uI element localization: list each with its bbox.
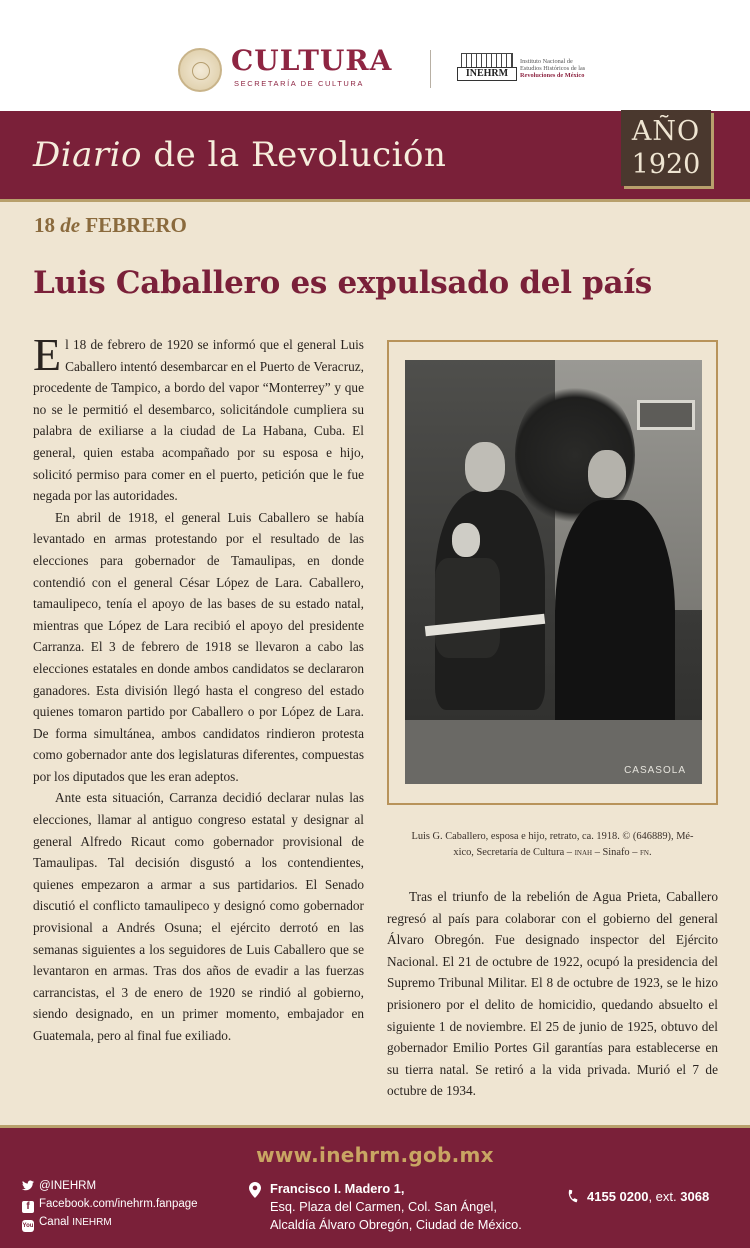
address-line-3: Alcaldía Álvaro Obregón, Ciudad de México. [270, 1217, 522, 1232]
date-de: de [60, 213, 81, 237]
inehrm-line-2: Estudios Históricos de las [520, 65, 586, 72]
inehrm-logo [457, 53, 517, 83]
facebook-link[interactable] [22, 1198, 198, 1213]
dropcap: E [33, 329, 62, 380]
website-link[interactable]: www.inehrm.gob.mx [256, 1143, 494, 1167]
caption-text-b: – Sinafo – [592, 847, 641, 858]
inehrm-line-1: Instituto Nacional de [520, 58, 573, 65]
youtube-prefix: Canal [39, 1216, 73, 1228]
phone-number[interactable] [587, 1189, 709, 1204]
article-headline: Luis Caballero es expulsado del país [33, 265, 652, 301]
caption-line-1: Luis G. Caballero, esposa e hijo, retrato, ca. 1918. © (646889), Mé- [411, 831, 694, 842]
family-portrait-photo [405, 360, 702, 784]
caption-line-2 [387, 845, 718, 861]
youtube-channel: INEHRM [72, 1217, 112, 1228]
cultura-logo-title: CULTURA [231, 44, 393, 77]
banner-gold-line [0, 199, 750, 202]
cultura-logo-subtitle: SECRETARÍA DE CULTURA [234, 79, 365, 88]
article-paragraph-1-text: l 18 de febrero de 1920 se informó que el general Luis Caballero intentó desembarcar en el Puerto de Veracruz, procedente de Tampico, a bordo del vapor “Monterrey” y que no se le permitió el desembarco, solicitándole cumpliera su palabra de exiliarse a la ciudad de La Habana, Cuba. El general, quien estaba acompañado por su esposa e hijo, solicitó permiso para comer en el puerto, petición que le fue negada por las autoridades. [33, 337, 364, 504]
year-badge [621, 110, 711, 186]
address [270, 1180, 522, 1234]
phone-ext: 3068 [680, 1189, 710, 1204]
date-day: 18 [34, 213, 55, 237]
facebook-icon: f [22, 1201, 34, 1213]
photo-frame [387, 340, 718, 805]
twitter-link[interactable] [22, 1180, 96, 1192]
photo-caption [387, 829, 718, 861]
phone-ext-label: , ext. [648, 1189, 681, 1204]
article-right-column [387, 886, 718, 1102]
twitter-handle: @INEHRM [39, 1180, 97, 1192]
phone-main: 4155 0200 [587, 1189, 649, 1204]
youtube-link[interactable] [22, 1216, 112, 1232]
phone-icon [566, 1189, 580, 1203]
banner-title-italic: Diario [33, 135, 143, 175]
inehrm-line-3: Revoluciones de México [520, 72, 585, 79]
photo-woman-head [588, 450, 626, 498]
article-paragraph-2: En abril de 1918, el general Luis Caballero se había levantado en armas protestando por el resultado de las elecciones para gobernador de Tamaulipas, en donde contendió con el general César López de Lara. Caballero, tamaulipeco, tenía el apoyo de las bases de su estado natal, mientras que López de Lara recibió el apoyo del presidente Carranza. El 3 de febrero de 1918 se llevaron a cabo las elecciones estatales en donde ambos candidatos se declararon ganadores. Esta división llegó hasta el congreso del estado quienes tomaron partido por Caballero o por López de Lara. De forma simultánea, ambos candidatos rindieron protesta como gobernador ante dos legislaturas diferentes, compuestas por los diputados que les eran adeptos. [33, 509, 364, 784]
caption-end: . [648, 847, 652, 858]
photo-boy-figure [435, 558, 500, 658]
building-icon [461, 53, 513, 67]
twitter-icon [22, 1180, 34, 1192]
photo-stamp: CASASOLA [624, 765, 686, 776]
article-left-column [33, 329, 364, 1047]
year-number: 1920 [631, 149, 701, 180]
youtube-icon: You [22, 1220, 34, 1232]
facebook-url: Facebook.com/inehrm.fanpage [39, 1198, 198, 1210]
photo-wall-picture [637, 400, 695, 430]
article-paragraph-3: Ante esta situación, Carranza decidió declarar nulas las elecciones, llamar al antiguo congreso estatal y designar al general Alfredo Ricaut como gobernador provisional de Tamaulipas. Tal decisión disgustó a los contendientes, quienes empezaron a armar a sus partidarios. El Senado discutió el conflicto tamaulipeco y designó como gobernador provisional a Andrés Osuna; el ejército derrotó en las semanas siguientes a los seguidores de Luis Caballero que se levantaron en armas. Tras dos años de evadir a las fuerzas carrancistas, el 3 de enero de 1920 se rindió al gobierno, siendo designado, en un primer momento, embajador en Guatemala, pero al final fue exiliado. [33, 790, 364, 1043]
inehrm-full-name [520, 58, 600, 79]
caption-fn: fn [640, 847, 649, 858]
header-divider [430, 50, 431, 88]
date-month: FEBRERO [85, 213, 187, 237]
photo-man-head [465, 442, 505, 492]
banner-title-rest: de la Revolución [142, 135, 447, 175]
article-paragraph-4: Tras el triunfo de la rebelión de Agua Prieta, Caballero regresó al país para colaborar con el gobierno del general Álvaro Obregón. Fue designado inspector del Ejército Nacional. El 21 de octubre de 1922, ocupó la presidencia del Supremo Tribunal Militar. El 8 de octubre de 1923, se le hizo prisionero por el delito de homicidio, quedando absuelto el siguiente 1 de noviembre. El 25 de junio de 1925, obtuvo del gobernador Emilio Portes Gil garantías para establecerse en su tierra natal. Se retiró a la vida privada. Murió el 7 de octubre de 1934. [387, 889, 718, 1099]
seal-icon [178, 48, 222, 92]
article-paragraph-1 [33, 329, 364, 507]
address-street: Francisco I. Madero 1, [270, 1181, 405, 1196]
banner-title [33, 135, 446, 175]
article-date [34, 213, 187, 238]
caption-inah: inah [574, 847, 593, 858]
inehrm-acronym: INEHRM [457, 67, 517, 81]
address-line-2: Esq. Plaza del Carmen, Col. San Ángel, [270, 1199, 497, 1214]
caption-text-a: xico, Secretaría de Cultura – [453, 847, 575, 858]
location-pin-icon [249, 1182, 261, 1198]
year-label: AÑO [631, 116, 701, 147]
photo-boy-head [452, 523, 480, 557]
